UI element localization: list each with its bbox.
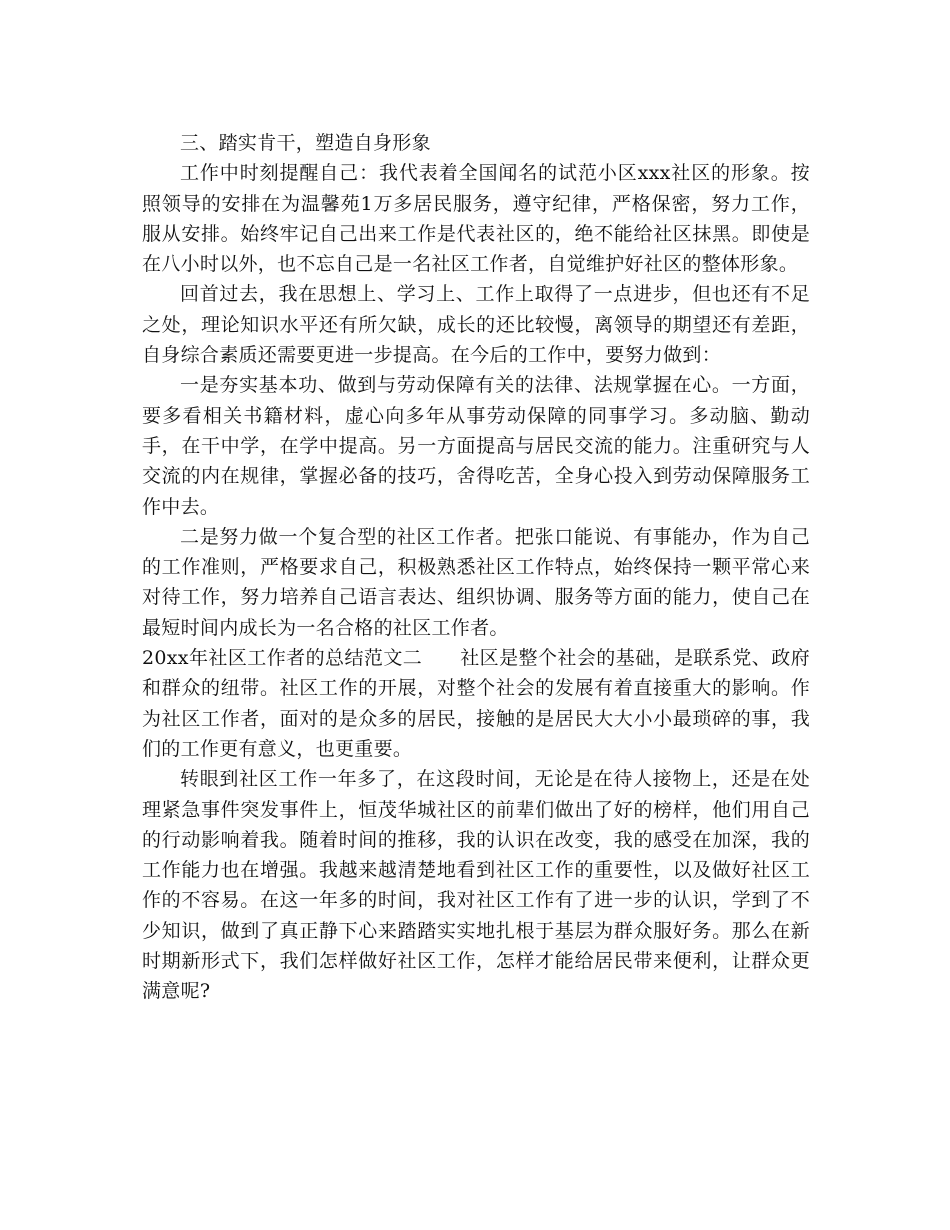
document-body	[142, 128, 810, 1007]
paragraph: 一是夯实基本功、做到与劳动保障有关的法律、法规掌握在心。一方面，要多看相关书籍材料，虚心向多年从事劳动保障的同事学习。多动脑、勤动手，在干中学，在学中提高。另一方面提高与居民交流的能力。注重研究与人交流的内在规律，掌握必备的技巧，舍得吃苦，全身心投入到劳动保障服务工作中去。	[142, 374, 810, 518]
paragraph: 转眼到社区工作一年多了，在这段时间，无论是在待人接物上，还是在处理紧急事件突发事件上，恒茂华城社区的前辈们做出了好的榜样，他们用自己的行动影响着我。随着时间的推移，我的认识在改变，我的感受在加深，我的工作能力也在增强。我越来越清楚地看到社区工作的重要性，以及做好社区工作的不容易。在这一年多的时间，我对社区工作有了进一步的认识，学到了不少知识，做到了真正静下心来踏踏实实地扎根于基层为群众服好务。那么在新时期新形式下，我们怎样做好社区工作，怎样才能给居民带来便利，让群众更满意呢?	[142, 768, 810, 1003]
section-two-paragraph	[142, 643, 810, 764]
section-heading: 三、踏实肯干，塑造自身形象	[180, 132, 431, 154]
section-two-body: 社区是整个社会的基础，是联系党、政府和群众的纽带。社区工作的开展，对整个社会的发展有着直接重大的影响。作为社区工作者，面对的是众多的居民，接触的是居民大大小小最琐碎的事，我们的工作更有意义，也更重要。	[142, 647, 810, 760]
paragraph: 二是努力做一个复合型的社区工作者。把张口能说、有事能办，作为自己的工作准则，严格要求自己，积极熟悉社区工作特点，始终保持一颗平常心来对待工作，努力培养自己语言表达、组织协调、服务等方面的能力，使自己在最短时间内成长为一名合格的社区工作者。	[142, 525, 810, 639]
paragraph: 回首过去，我在思想上、学习上、工作上取得了一点进步，但也还有不足之处，理论知识水平还有所欠缺，成长的还比较慢，离领导的期望还有差距，自身综合素质还需要更进一步提高。在今后的工作中，要努力做到：	[142, 283, 810, 367]
section-two-title: 20xx年社区工作者的总结范文二	[142, 647, 423, 670]
paragraph: 工作中时刻提醒自己：我代表着全国闻名的试范小区xxx社区的形象。按照领导的安排在为温馨苑1万多居民服务，遵守纪律，严格保密，努力工作，服从安排。始终牢记自己出来工作是代表社区的，绝不能给社区抹黑。即使是在八小时以外，也不忘自己是一名社区工作者，自觉维护好社区的整体形象。	[142, 162, 810, 276]
